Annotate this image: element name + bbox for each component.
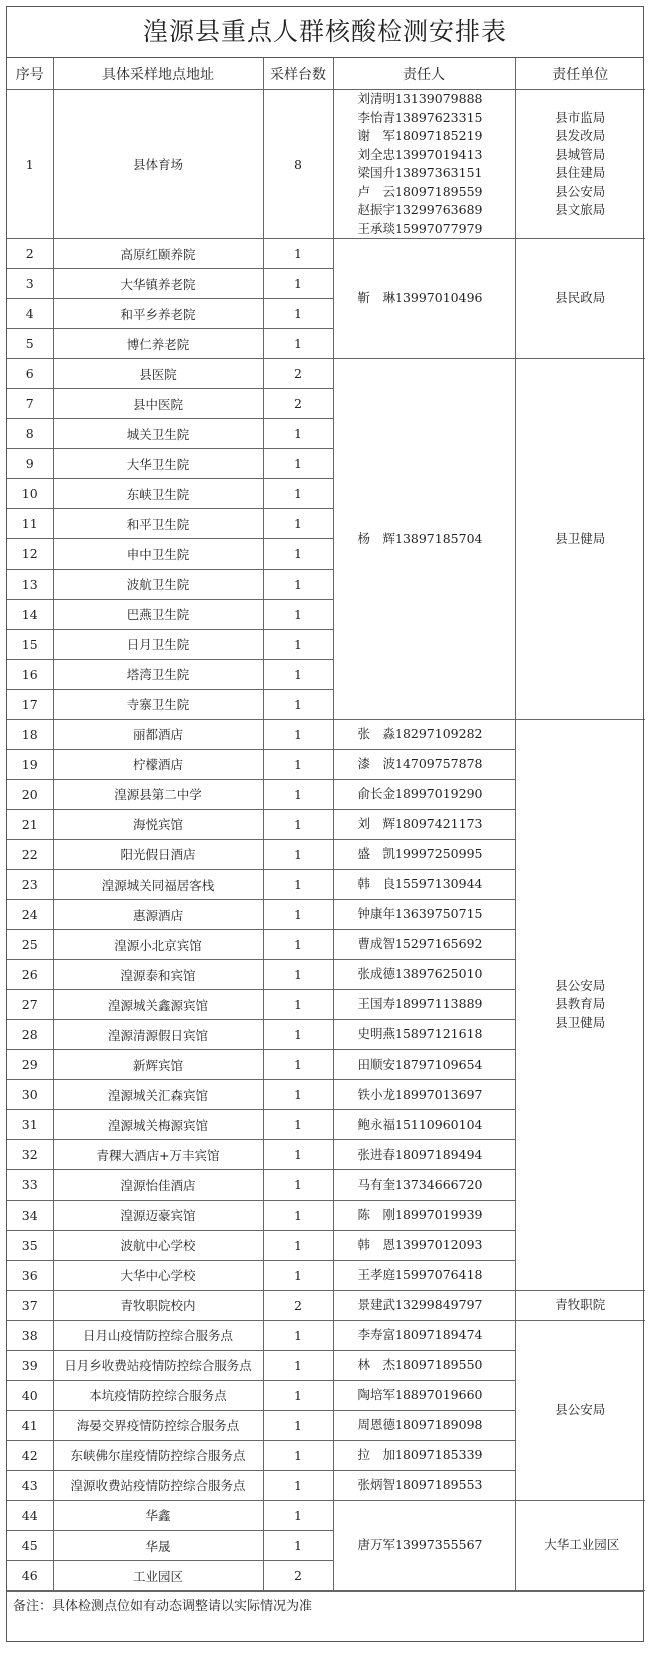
count-cell: 1 — [263, 629, 333, 659]
site-cell: 新辉宾馆 — [53, 1050, 263, 1080]
table-row — [7, 1320, 645, 1350]
count-cell: 1 — [263, 900, 333, 930]
person-cell: 景建武13299849797 — [333, 1290, 515, 1320]
count-cell: 1 — [263, 1140, 333, 1170]
site-cell: 波航中心学校 — [53, 1230, 263, 1260]
row-index: 22 — [7, 839, 53, 869]
site-cell: 大华镇养老院 — [53, 269, 263, 299]
row-index: 23 — [7, 869, 53, 899]
person-cell — [333, 239, 515, 359]
site-cell: 博仁养老院 — [53, 329, 263, 359]
row-index: 43 — [7, 1470, 53, 1500]
row-index: 33 — [7, 1170, 53, 1200]
unit-entry: 县文旅局 — [555, 202, 606, 217]
site-cell: 东峡卫生院 — [53, 479, 263, 509]
person-cell: 韩 恩13997012093 — [333, 1230, 515, 1260]
person-entry: 刘清明13139079888 — [357, 91, 483, 106]
count-cell: 1 — [263, 1500, 333, 1530]
count-cell: 1 — [263, 269, 333, 299]
person-entry: 靳 琳13997010496 — [357, 290, 483, 306]
site-cell: 塔湾卫生院 — [53, 659, 263, 689]
site-cell: 华晟 — [53, 1531, 263, 1561]
row-index: 12 — [7, 539, 53, 569]
row-index: 25 — [7, 930, 53, 960]
site-cell: 湟源收费站疫情防控综合服务点 — [53, 1470, 263, 1500]
site-cell: 波航卫生院 — [53, 569, 263, 599]
count-cell: 1 — [263, 299, 333, 329]
person-cell: 李寿富18097189474 — [333, 1320, 515, 1350]
person-entry: 卢 云18097189559 — [357, 183, 483, 199]
count-cell: 1 — [263, 329, 333, 359]
count-cell: 1 — [263, 479, 333, 509]
row-index: 44 — [7, 1500, 53, 1530]
count-cell: 8 — [263, 90, 333, 239]
person-entry: 赵振宇13299763689 — [357, 202, 483, 217]
person-cell: 漆 波14709757878 — [333, 749, 515, 779]
count-cell: 2 — [263, 359, 333, 389]
count-cell: 1 — [263, 1200, 333, 1230]
person-cell: 张成德13897625010 — [333, 960, 515, 990]
count-cell: 2 — [263, 1290, 333, 1320]
site-cell: 惠源酒店 — [53, 900, 263, 930]
site-cell: 寺寨卫生院 — [53, 689, 263, 719]
site-cell: 日月乡收费站疫情防控综合服务点 — [53, 1350, 263, 1380]
count-cell: 2 — [263, 1561, 333, 1591]
site-cell: 县体育场 — [53, 90, 263, 239]
person-cell: 王国寿18997113889 — [333, 990, 515, 1020]
site-cell: 湟源怡佳酒店 — [53, 1170, 263, 1200]
table-row — [7, 90, 645, 239]
person-cell — [333, 1500, 515, 1590]
site-cell: 湟源清源假日宾馆 — [53, 1020, 263, 1050]
unit-entry: 县公安局 — [555, 183, 606, 199]
count-cell: 1 — [263, 659, 333, 689]
unit-entry: 县教育局 — [555, 996, 606, 1012]
person-entry: 王承琰15997077979 — [357, 220, 483, 236]
unit-entry: 县市监局 — [555, 109, 606, 125]
row-index: 29 — [7, 1050, 53, 1080]
person-cell: 钟康年13639750715 — [333, 900, 515, 930]
count-cell: 1 — [263, 930, 333, 960]
count-cell: 1 — [263, 839, 333, 869]
row-index: 34 — [7, 1200, 53, 1230]
site-cell: 青稞大酒店+万丰宾馆 — [53, 1140, 263, 1170]
count-cell: 1 — [263, 990, 333, 1020]
table-row — [7, 239, 645, 269]
row-index: 10 — [7, 479, 53, 509]
unit-entry: 县发改局 — [555, 128, 606, 143]
row-index: 16 — [7, 659, 53, 689]
count-cell: 1 — [263, 569, 333, 599]
site-cell: 柠檬酒店 — [53, 749, 263, 779]
count-cell: 1 — [263, 1020, 333, 1050]
person-cell: 陈 刚18997019939 — [333, 1200, 515, 1230]
row-index: 5 — [7, 329, 53, 359]
person-cell — [333, 90, 515, 239]
person-cell: 张进春18097189494 — [333, 1140, 515, 1170]
row-index: 32 — [7, 1140, 53, 1170]
person-entry: 唐万军13997355567 — [357, 1537, 483, 1553]
count-cell: 1 — [263, 1230, 333, 1260]
row-index: 15 — [7, 629, 53, 659]
header-unit: 责任单位 — [515, 58, 645, 90]
footnote: 备注：具体检测点位如有动态调整请以实际情况为准 — [7, 1591, 643, 1622]
unit-entry: 县城管局 — [555, 146, 606, 162]
row-index: 1 — [7, 90, 53, 239]
site-cell: 大华中心学校 — [53, 1260, 263, 1290]
row-index: 13 — [7, 569, 53, 599]
table-row — [7, 1500, 645, 1530]
site-cell: 县医院 — [53, 359, 263, 389]
person-cell: 俞长金18997019290 — [333, 779, 515, 809]
person-cell: 张炳智18097189553 — [333, 1470, 515, 1500]
row-index: 45 — [7, 1531, 53, 1561]
row-index: 19 — [7, 749, 53, 779]
person-cell: 拉 加18097185339 — [333, 1440, 515, 1470]
site-cell: 湟源小北京宾馆 — [53, 930, 263, 960]
row-index: 2 — [7, 239, 53, 269]
person-cell: 鲍永福15110960104 — [333, 1110, 515, 1140]
row-index: 3 — [7, 269, 53, 299]
row-index: 39 — [7, 1350, 53, 1380]
count-cell: 1 — [263, 1531, 333, 1561]
header-count: 采样台数 — [263, 58, 333, 90]
unit-cell — [515, 239, 645, 359]
unit-entry: 县卫健局 — [555, 530, 606, 546]
site-cell: 阳光假日酒店 — [53, 839, 263, 869]
count-cell: 1 — [263, 539, 333, 569]
row-index: 30 — [7, 1080, 53, 1110]
count-cell: 1 — [263, 1260, 333, 1290]
site-cell: 丽都酒店 — [53, 719, 263, 749]
row-index: 36 — [7, 1260, 53, 1290]
table-row — [7, 1290, 645, 1320]
site-cell: 湟源泰和宾馆 — [53, 960, 263, 990]
person-entry: 杨 辉13897185704 — [357, 530, 483, 546]
count-cell: 1 — [263, 509, 333, 539]
count-cell: 1 — [263, 239, 333, 269]
person-entry: 谢 军18097185219 — [357, 128, 483, 143]
unit-entry: 县公安局 — [555, 977, 606, 993]
person-cell: 周恩德18097189098 — [333, 1410, 515, 1440]
table-row — [7, 359, 645, 389]
site-cell: 湟源迈豪宾馆 — [53, 1200, 263, 1230]
site-cell: 湟源城关汇森宾馆 — [53, 1080, 263, 1110]
row-index: 14 — [7, 599, 53, 629]
row-index: 27 — [7, 990, 53, 1020]
site-cell: 华鑫 — [53, 1500, 263, 1530]
row-index: 21 — [7, 809, 53, 839]
table-body — [7, 90, 645, 1591]
person-cell — [333, 359, 515, 720]
count-cell: 1 — [263, 1350, 333, 1380]
person-cell: 马有奎13734666720 — [333, 1170, 515, 1200]
row-index: 28 — [7, 1020, 53, 1050]
site-cell: 和平卫生院 — [53, 509, 263, 539]
person-cell: 盛 凯19997250995 — [333, 839, 515, 869]
row-index: 7 — [7, 389, 53, 419]
row-index: 35 — [7, 1230, 53, 1260]
row-index: 17 — [7, 689, 53, 719]
site-cell: 湟源城关鑫源宾馆 — [53, 990, 263, 1020]
site-cell: 湟源城关同福居客栈 — [53, 869, 263, 899]
header-index: 序号 — [7, 58, 53, 90]
site-cell: 大华卫生院 — [53, 449, 263, 479]
site-cell: 海悦宾馆 — [53, 809, 263, 839]
person-entry: 李怡青13897623315 — [357, 109, 483, 125]
row-index: 40 — [7, 1380, 53, 1410]
count-cell: 1 — [263, 419, 333, 449]
count-cell: 1 — [263, 1380, 333, 1410]
person-entry: 刘全忠13997019413 — [357, 146, 483, 162]
unit-cell — [515, 1320, 645, 1500]
row-index: 42 — [7, 1440, 53, 1470]
row-index: 20 — [7, 779, 53, 809]
site-cell: 高原红颐养院 — [53, 239, 263, 269]
unit-cell — [515, 359, 645, 720]
count-cell: 1 — [263, 779, 333, 809]
schedule-sheet — [6, 6, 644, 1642]
row-index: 46 — [7, 1561, 53, 1591]
unit-entry: 青牧职院 — [555, 1296, 606, 1312]
count-cell: 1 — [263, 1440, 333, 1470]
count-cell: 1 — [263, 449, 333, 479]
header-site: 具体采样地点地址 — [53, 58, 263, 90]
unit-entry: 县卫健局 — [555, 1014, 606, 1030]
count-cell: 1 — [263, 960, 333, 990]
person-cell: 刘 辉18097421173 — [333, 809, 515, 839]
row-index: 8 — [7, 419, 53, 449]
count-cell: 1 — [263, 749, 333, 779]
count-cell: 2 — [263, 389, 333, 419]
site-cell: 日月卫生院 — [53, 629, 263, 659]
row-index: 9 — [7, 449, 53, 479]
count-cell: 1 — [263, 1320, 333, 1350]
site-cell: 本坑疫情防控综合服务点 — [53, 1380, 263, 1410]
row-index: 24 — [7, 900, 53, 930]
row-index: 18 — [7, 719, 53, 749]
count-cell: 1 — [263, 599, 333, 629]
count-cell: 1 — [263, 689, 333, 719]
site-cell: 城关卫生院 — [53, 419, 263, 449]
site-cell: 县中医院 — [53, 389, 263, 419]
site-cell: 工业园区 — [53, 1561, 263, 1591]
row-index: 41 — [7, 1410, 53, 1440]
person-cell: 陶培军18897019660 — [333, 1380, 515, 1410]
header-row — [7, 58, 645, 90]
person-cell: 王孝庭15997076418 — [333, 1260, 515, 1290]
row-index: 37 — [7, 1290, 53, 1320]
count-cell: 1 — [263, 1170, 333, 1200]
unit-entry: 大华工业园区 — [544, 1537, 620, 1553]
person-cell: 史明燕15897121618 — [333, 1020, 515, 1050]
row-index: 38 — [7, 1320, 53, 1350]
unit-entry: 县住建局 — [555, 165, 606, 180]
unit-cell — [515, 1500, 645, 1590]
person-cell: 曹成智15297165692 — [333, 930, 515, 960]
person-entry: 梁国升13897363151 — [357, 165, 483, 180]
count-cell: 1 — [263, 719, 333, 749]
table-row — [7, 719, 645, 749]
count-cell: 1 — [263, 1410, 333, 1440]
site-cell: 东峡佛尔崖疫情防控综合服务点 — [53, 1440, 263, 1470]
person-cell: 田顺安18797109654 — [333, 1050, 515, 1080]
unit-cell — [515, 719, 645, 1290]
unit-entry: 县民政局 — [555, 290, 606, 306]
count-cell: 1 — [263, 1080, 333, 1110]
person-cell: 铁小龙18997013697 — [333, 1080, 515, 1110]
count-cell: 1 — [263, 1470, 333, 1500]
unit-cell — [515, 90, 645, 239]
row-index: 6 — [7, 359, 53, 389]
site-cell: 巴燕卫生院 — [53, 599, 263, 629]
person-cell: 林 杰18097189550 — [333, 1350, 515, 1380]
site-cell: 日月山疫情防控综合服务点 — [53, 1320, 263, 1350]
count-cell: 1 — [263, 809, 333, 839]
site-cell: 申中卫生院 — [53, 539, 263, 569]
schedule-table — [7, 58, 645, 1591]
site-cell: 青牧职院校内 — [53, 1290, 263, 1320]
count-cell: 1 — [263, 1050, 333, 1080]
count-cell: 1 — [263, 869, 333, 899]
person-cell: 韩 良15597130944 — [333, 869, 515, 899]
row-index: 11 — [7, 509, 53, 539]
site-cell: 和平乡养老院 — [53, 299, 263, 329]
page-title: 湟源县重点人群核酸检测安排表 — [7, 7, 643, 58]
row-index: 31 — [7, 1110, 53, 1140]
header-person: 责任人 — [333, 58, 515, 90]
site-cell: 湟源城关梅源宾馆 — [53, 1110, 263, 1140]
person-cell: 张 淼18297109282 — [333, 719, 515, 749]
unit-cell — [515, 1290, 645, 1320]
row-index: 26 — [7, 960, 53, 990]
site-cell: 湟源县第二中学 — [53, 779, 263, 809]
row-index: 4 — [7, 299, 53, 329]
count-cell: 1 — [263, 1110, 333, 1140]
site-cell: 海晏交界疫情防控综合服务点 — [53, 1410, 263, 1440]
unit-entry: 县公安局 — [555, 1402, 606, 1418]
